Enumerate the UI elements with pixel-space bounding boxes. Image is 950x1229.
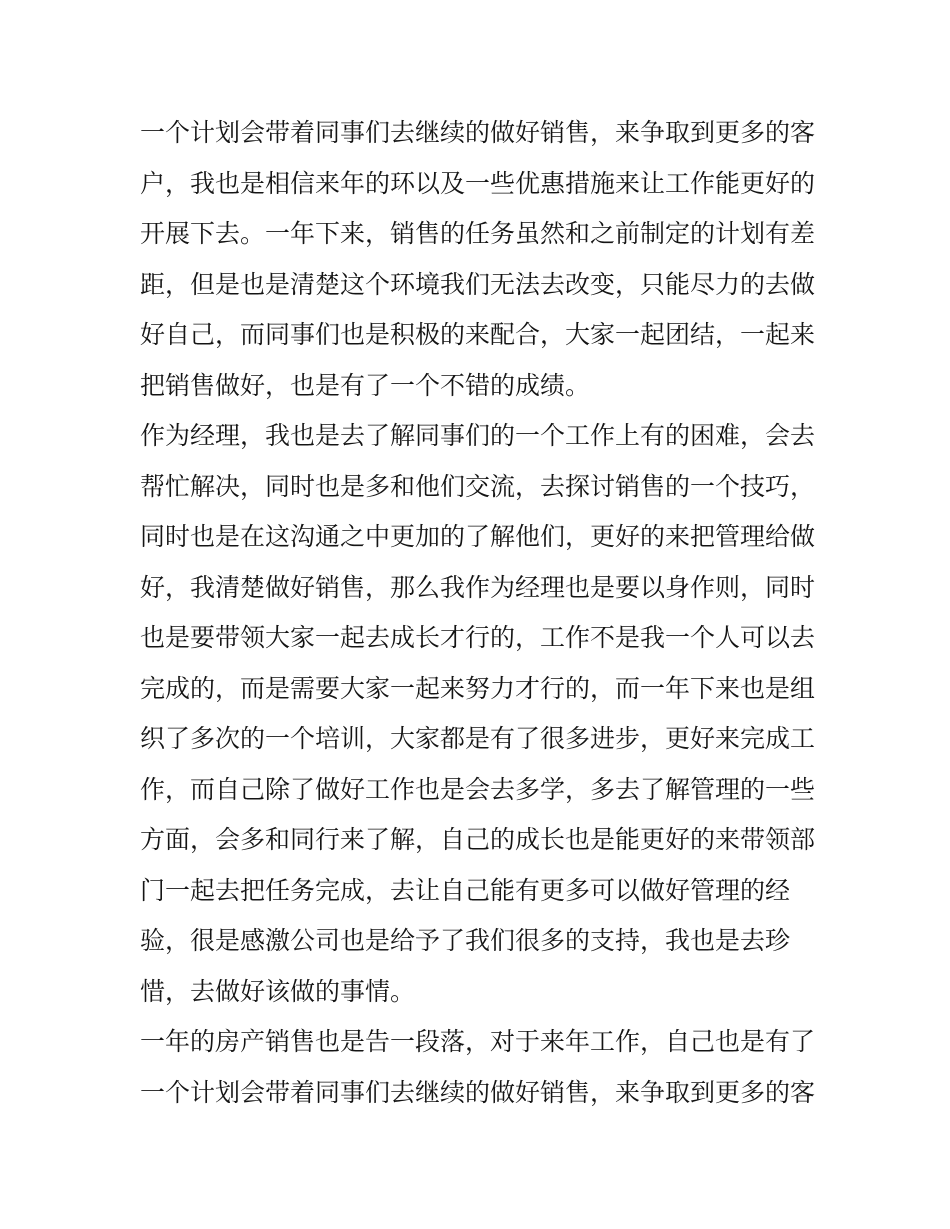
text-line: 把销售做好，也是有了一个不错的成绩。: [140, 370, 591, 400]
text-line: 方面，会多和同行来了解，自己的成长也是能更好的来带领部: [140, 825, 816, 854]
text-line: 惜，去做好该做的事情。: [140, 976, 416, 1006]
text-line: 作，而自己除了做好工作也是会去多学，多去了解管理的一些: [140, 774, 816, 804]
text-line: 一个计划会带着同事们去继续的做好销售，来争取到更多的客: [140, 118, 816, 147]
text-line: 距，但是也是清楚这个环境我们无法去改变，只能尽力的去做: [140, 269, 816, 299]
text-line: 帮忙解决，同时也是多和他们交流，去探讨销售的一个技巧，: [140, 471, 816, 501]
text-line: 完成的，而是需要大家一起来努力才行的，而一年下来也是组: [140, 673, 816, 703]
text-line: 一年的房产销售也是告一段落，对于来年工作，自己也是有了: [140, 1027, 816, 1056]
text-line: 作为经理，我也是去了解同事们的一个工作上有的困难，会去: [140, 421, 816, 450]
text-line: 一个计划会带着同事们去继续的做好销售，来争取到更多的客: [140, 1077, 816, 1107]
text-line: 门一起去把任务完成，去让自己能有更多可以做好管理的经: [140, 875, 791, 905]
body-text: [140, 108, 840, 1118]
text-line: 开展下去。一年下来，销售的任务虽然和之前制定的计划有差: [140, 219, 816, 248]
text-line: 同时也是在这沟通之中更加的了解他们，更好的来把管理给做: [140, 522, 816, 551]
text-line: 户，我也是相信来年的环以及一些优惠措施来让工作能更好的: [140, 168, 816, 198]
text-line: 好，我清楚做好销售，那么我作为经理也是要以身作则，同时: [140, 572, 816, 602]
text-line: 织了多次的一个培训，大家都是有了很多进步，更好来完成工: [140, 724, 816, 753]
text-line: 验，很是感激公司也是给予了我们很多的支持，我也是去珍: [140, 926, 791, 955]
text-line: 也是要带领大家一起去成长才行的，工作不是我一个人可以去: [140, 623, 816, 652]
text-line: 好自己，而同事们也是积极的来配合，大家一起团结，一起来: [140, 320, 816, 349]
